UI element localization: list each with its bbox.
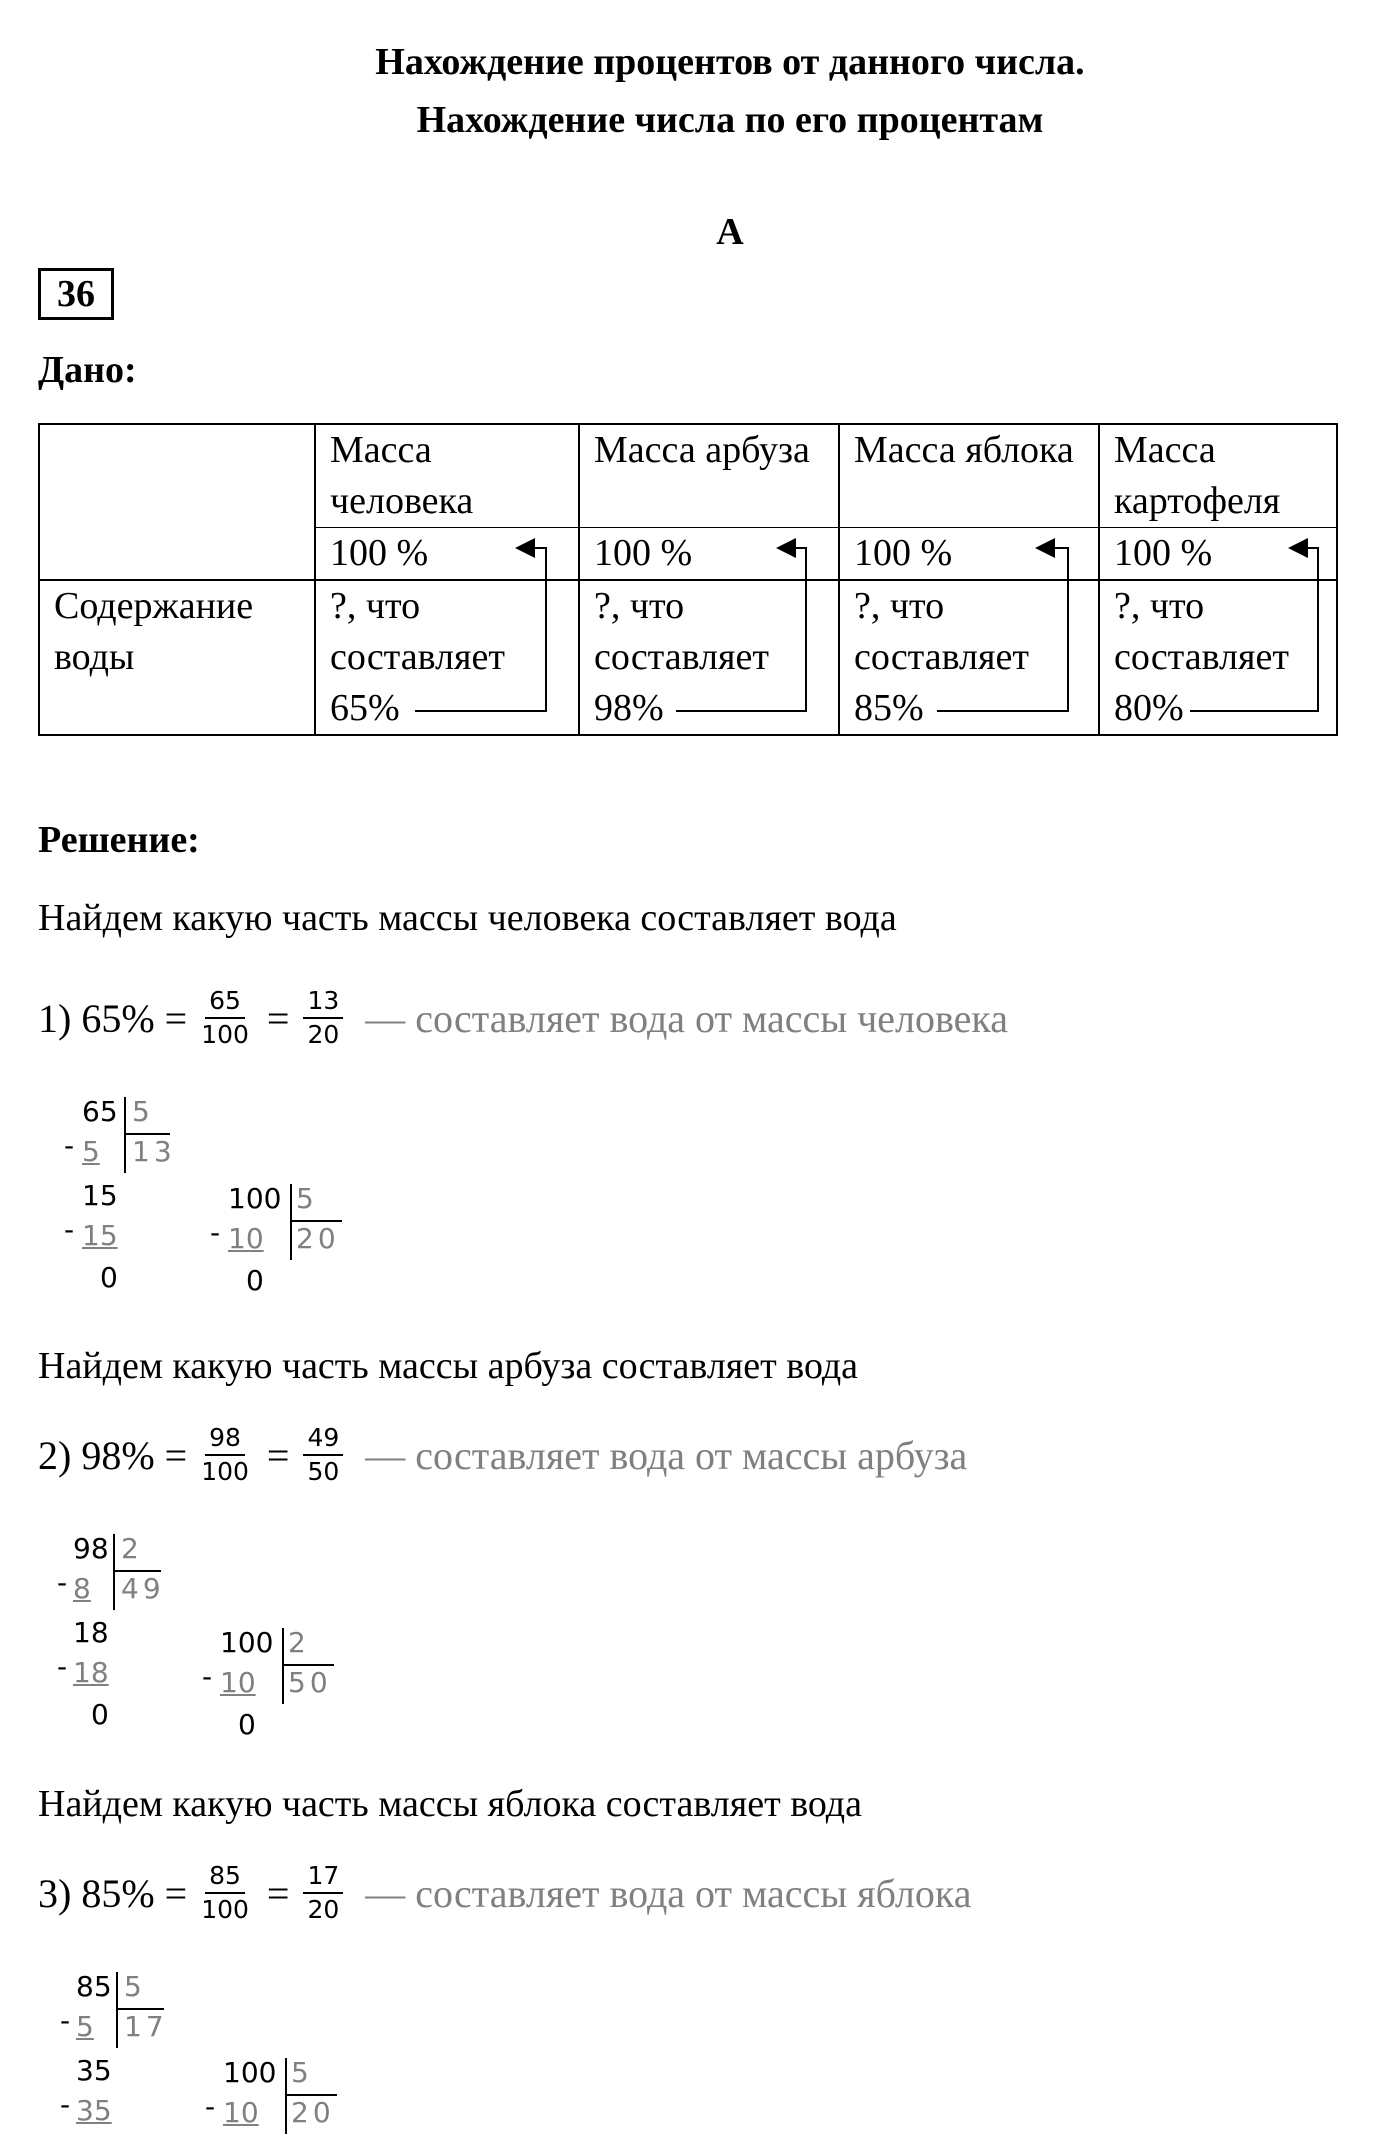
- dividend: 100: [223, 2056, 277, 2089]
- equation-prefix: 2) 98% =: [38, 1432, 188, 1478]
- numerator: 13: [303, 985, 343, 1019]
- table-arrows: [0, 0, 1400, 800]
- equation-prefix: 1) 65% =: [38, 995, 188, 1041]
- percent-text: 80%: [1114, 687, 1184, 729]
- arrow-connector: [1190, 548, 1318, 711]
- denominator: 100: [201, 1457, 249, 1486]
- quotient: 20: [291, 2096, 335, 2129]
- step-intro: Найдем какую часть массы человека составляет вода: [38, 897, 897, 939]
- step-equation: [38, 1422, 967, 1488]
- minus-sign: -: [57, 1650, 68, 1683]
- minus-sign: -: [57, 1566, 68, 1599]
- long-division: [55, 1532, 195, 1742]
- page-title: Нахождение процентов от данного числа.: [375, 41, 1085, 83]
- section-letter: А: [716, 211, 744, 253]
- remainder: 18: [73, 1616, 109, 1649]
- divisor: 5: [296, 1182, 314, 1215]
- question-text: ?, что составляет: [854, 585, 1029, 678]
- denominator: 100: [201, 1020, 249, 1049]
- minus-sign: -: [205, 2090, 216, 2123]
- fraction: [303, 985, 343, 1051]
- quotient: 17: [124, 2010, 168, 2043]
- remainder: 0: [246, 1264, 264, 1297]
- long-division: [60, 1095, 200, 1305]
- equation-note: — составляет вода от массы человека: [365, 995, 1008, 1041]
- numerator: 17: [303, 1860, 343, 1894]
- arrow-connector: [676, 548, 806, 711]
- denominator: 50: [307, 1457, 340, 1486]
- step-intro: Найдем какую часть массы арбуза составляет вода: [38, 1345, 859, 1387]
- divisor: 2: [121, 1532, 139, 1565]
- long-division: [58, 1970, 198, 2147]
- minus-sign: -: [202, 1660, 213, 1693]
- fraction: [197, 1422, 253, 1488]
- column-header-cell: Масса картофеля: [1099, 424, 1337, 528]
- remainder: 0: [238, 1708, 256, 1741]
- step-equation: [38, 1860, 971, 1926]
- page-subtitle: Нахождение числа по его процентам: [416, 99, 1044, 141]
- remainder: 35: [76, 2054, 112, 2087]
- fraction: [303, 1860, 343, 1926]
- percent-text: 85%: [854, 687, 924, 729]
- numerator: 98: [205, 1422, 245, 1456]
- subtrahend: 10: [223, 2096, 259, 2129]
- fraction: [197, 985, 253, 1051]
- whole-value-cell: 100 %: [315, 528, 579, 581]
- divisor: 5: [132, 1095, 150, 1128]
- quotient: 13: [132, 1135, 176, 1168]
- percent-text: 65%: [330, 687, 400, 729]
- long-division: [202, 1626, 342, 1756]
- subtrahend: 10: [220, 1666, 256, 1699]
- arrow-connector: [937, 548, 1068, 711]
- quotient: 20: [296, 1222, 340, 1255]
- quotient: 49: [121, 1572, 165, 1605]
- dividend: 65: [82, 1095, 118, 1128]
- minus-sign: -: [64, 1213, 75, 1246]
- subtrahend: 15: [82, 1219, 118, 1252]
- divisor: 5: [124, 1970, 142, 2003]
- equation-prefix: 3) 85% =: [38, 1870, 188, 1916]
- numerator: 65: [205, 985, 245, 1019]
- equation-note: — составляет вода от массы арбуза: [365, 1432, 968, 1478]
- minus-sign: -: [60, 2088, 71, 2121]
- remainder: 15: [82, 1179, 118, 1212]
- column-header-cell: Масса человека: [315, 424, 579, 528]
- minus-sign: -: [60, 2004, 71, 2037]
- row-header-cell: Содержание воды: [39, 580, 315, 735]
- column-header-cell: Масса яблока: [839, 424, 1099, 528]
- numerator: 85: [205, 1860, 245, 1894]
- minus-sign: -: [64, 1129, 75, 1162]
- equals-sign: =: [266, 1870, 290, 1916]
- fraction: [197, 1860, 253, 1926]
- subtrahend: 18: [73, 1656, 109, 1689]
- step-intro: Найдем какую часть массы яблока составляет вода: [38, 1783, 862, 1825]
- whole-value-cell: 100 %: [839, 528, 1099, 581]
- dividend: 100: [220, 1626, 274, 1659]
- dividend: 98: [73, 1532, 109, 1565]
- equation-note: — составляет вода от массы яблока: [365, 1870, 972, 1916]
- numerator: 49: [303, 1422, 343, 1456]
- fraction: [303, 1422, 343, 1488]
- task-number-badge: 36: [38, 268, 114, 320]
- subtrahend: 5: [76, 2010, 94, 2043]
- denominator: 100: [201, 1895, 249, 1924]
- remainder: 0: [100, 1261, 118, 1294]
- dividend: 100: [228, 1182, 282, 1215]
- denominator: 20: [307, 1020, 340, 1049]
- long-division: [210, 1182, 350, 1312]
- divisor: 2: [288, 1626, 306, 1659]
- subtrahend: 35: [76, 2094, 112, 2127]
- equals-sign: =: [266, 995, 290, 1041]
- long-division: [205, 2056, 345, 2147]
- arrow-connector: [415, 548, 546, 711]
- subtrahend: 5: [82, 1135, 100, 1168]
- minus-sign: -: [210, 1216, 221, 1249]
- whole-value-cell: 100 %: [1099, 528, 1337, 581]
- question-text: ?, что составляет: [594, 585, 769, 678]
- solution-label: Решение:: [38, 819, 200, 861]
- subtrahend: 8: [73, 1572, 91, 1605]
- percent-text: 98%: [594, 687, 664, 729]
- step-equation: [38, 985, 1008, 1051]
- subtrahend: 10: [228, 1222, 264, 1255]
- remainder: 0: [91, 1698, 109, 1731]
- question-text: ?, что составляет: [330, 585, 505, 678]
- given-label: Дано:: [38, 349, 137, 391]
- equals-sign: =: [266, 1432, 290, 1478]
- denominator: 20: [307, 1895, 340, 1924]
- question-text: ?, что составляет: [1114, 585, 1289, 678]
- column-header-cell: Масса арбуза: [579, 424, 839, 528]
- dividend: 85: [76, 1970, 112, 2003]
- divisor: 5: [291, 2056, 309, 2089]
- whole-value-cell: 100 %: [579, 528, 839, 581]
- quotient: 50: [288, 1666, 332, 1699]
